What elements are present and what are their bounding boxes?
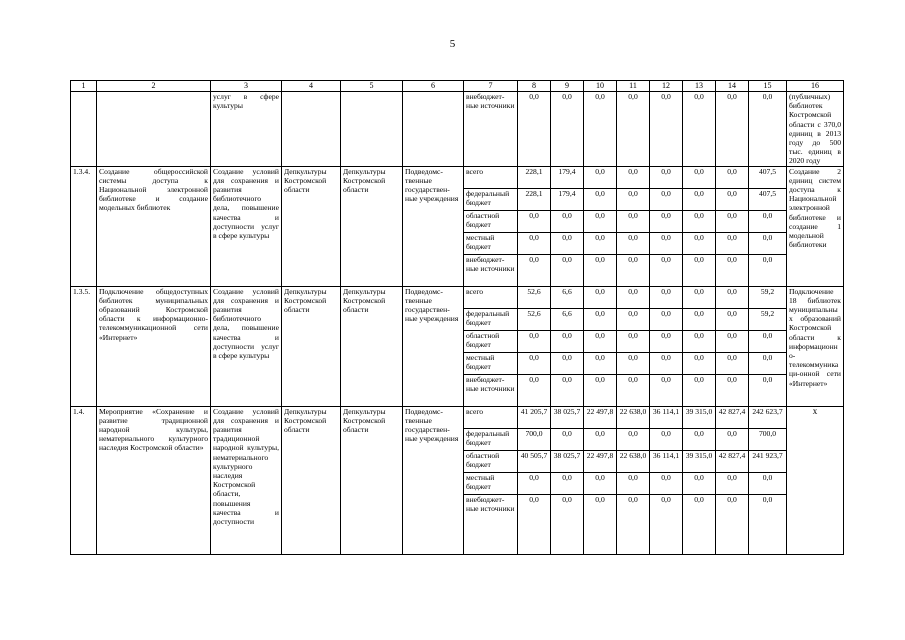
cell-value: 22 638,0 — [617, 450, 650, 472]
cell-value: 36 114,1 — [650, 406, 683, 428]
cell-source: внебюджет-ные источники — [464, 374, 518, 406]
column-number-cell: 15 — [749, 81, 787, 92]
cell-value: 0,0 — [518, 330, 551, 352]
cell-source: местный бюджет — [464, 232, 518, 254]
cell-result: Создание 2 единиц систем доступа к Национальной электронной библиотеке и создание 1 модельной библиотеки — [787, 166, 844, 286]
cell-value: 0,0 — [518, 92, 551, 167]
cell-value: 0,0 — [683, 352, 716, 374]
cell-executor: Депкультуры Костромской области — [282, 166, 341, 286]
column-number-cell: 16 — [787, 81, 844, 92]
cell-value: 36 114,1 — [650, 450, 683, 472]
table-row — [71, 286, 844, 308]
cell-value: 0,0 — [716, 428, 749, 450]
cell-value: 0,0 — [650, 472, 683, 494]
cell-value: 0,0 — [617, 472, 650, 494]
cell-value: 0,0 — [551, 330, 584, 352]
cell-value: 0,0 — [716, 494, 749, 554]
cell-goal: услуг в сфере культуры — [211, 92, 282, 167]
cell-value: 0,0 — [551, 254, 584, 286]
cell-value: 0,0 — [551, 374, 584, 406]
cell-value: 0,0 — [650, 92, 683, 167]
cell-value: 0,0 — [584, 374, 617, 406]
cell-value: 179,4 — [551, 188, 584, 210]
cell-value: 0,0 — [551, 210, 584, 232]
cell-value: 0,0 — [518, 352, 551, 374]
cell-source: федеральный бюджет — [464, 428, 518, 450]
cell-num: 1.4. — [71, 406, 97, 554]
cell-source: областной бюджет — [464, 450, 518, 472]
cell-value: 22 497,8 — [584, 450, 617, 472]
cell-value: 0,0 — [650, 374, 683, 406]
cell-value: 40 505,7 — [518, 450, 551, 472]
cell-value: 0,0 — [518, 472, 551, 494]
cell-recipient: Подведомс-твенные государствен-ные учреждения — [403, 406, 464, 554]
cell-value: 0,0 — [683, 374, 716, 406]
cell-source: местный бюджет — [464, 352, 518, 374]
cell-goal: Создание условий для сохранения и развития библиотечного дела, повышение качества и доступности услуг в сфере культуры — [211, 286, 282, 406]
cell-value: 0,0 — [617, 374, 650, 406]
cell-value: 0,0 — [584, 330, 617, 352]
cell-value: 0,0 — [650, 232, 683, 254]
cell-executor: Депкультуры Костромской области — [282, 406, 341, 554]
column-number-cell: 13 — [683, 81, 716, 92]
cell-value: 0,0 — [716, 92, 749, 167]
column-number-cell: 6 — [403, 81, 464, 92]
cell-executor: Депкультуры Костромской области — [282, 286, 341, 406]
cell-partner: Депкультуры Костромской области — [341, 406, 403, 554]
cell-result: (публичных) библиотек Костромской области с 370,0 единиц в 2013 году до 500 тыс. единиц в 2020 году — [787, 92, 844, 167]
cell-value: 6,6 — [551, 286, 584, 308]
cell-source: всего — [464, 166, 518, 188]
cell-value: 0,0 — [551, 92, 584, 167]
cell-value: 0,0 — [551, 428, 584, 450]
cell-value: 0,0 — [617, 92, 650, 167]
cell-value: 0,0 — [551, 494, 584, 554]
cell-source: внебюджет-ные источники — [464, 254, 518, 286]
cell-name — [97, 92, 211, 167]
cell-value: 0,0 — [584, 166, 617, 188]
column-number-cell: 1 — [71, 81, 97, 92]
cell-value: 407,5 — [749, 166, 787, 188]
cell-source: местный бюджет — [464, 472, 518, 494]
cell-value: 0,0 — [716, 374, 749, 406]
cell-value: 0,0 — [584, 188, 617, 210]
cell-value: 179,4 — [551, 166, 584, 188]
column-number-cell: 10 — [584, 81, 617, 92]
cell-value: 0,0 — [716, 254, 749, 286]
funding-table — [70, 80, 844, 555]
cell-value: 0,0 — [716, 166, 749, 188]
cell-value: 0,0 — [683, 472, 716, 494]
cell-value: 0,0 — [518, 374, 551, 406]
cell-num — [71, 92, 97, 167]
cell-value: 0,0 — [518, 232, 551, 254]
cell-value: 0,0 — [617, 330, 650, 352]
cell-value: 0,0 — [650, 188, 683, 210]
table-row — [71, 166, 844, 188]
cell-result: Подключение 18 библиотек муниципальных образований Костромской области к информационно-телекоммуникаци-онной сети «Интернет» — [787, 286, 844, 406]
cell-value: 0,0 — [650, 308, 683, 330]
cell-source: областной бюджет — [464, 330, 518, 352]
cell-value: 59,2 — [749, 308, 787, 330]
cell-value: 0,0 — [584, 428, 617, 450]
cell-value: 0,0 — [584, 472, 617, 494]
column-number-cell: 12 — [650, 81, 683, 92]
cell-value: 0,0 — [716, 330, 749, 352]
cell-value: 0,0 — [584, 210, 617, 232]
cell-value: 0,0 — [749, 352, 787, 374]
cell-value: 407,5 — [749, 188, 787, 210]
cell-source: внебюджет-ные источники — [464, 92, 518, 167]
cell-value: 0,0 — [617, 308, 650, 330]
cell-value: 0,0 — [683, 254, 716, 286]
cell-partner: Депкультуры Костромской области — [341, 286, 403, 406]
cell-num: 1.3.5. — [71, 286, 97, 406]
cell-source: всего — [464, 406, 518, 428]
cell-value: 0,0 — [749, 92, 787, 167]
cell-value: 0,0 — [650, 286, 683, 308]
cell-partner: Депкультуры Костромской области — [341, 166, 403, 286]
column-number-cell: 9 — [551, 81, 584, 92]
cell-value: 0,0 — [584, 352, 617, 374]
cell-source: всего — [464, 286, 518, 308]
column-number-cell: 4 — [282, 81, 341, 92]
cell-partner — [341, 92, 403, 167]
cell-value: 0,0 — [749, 494, 787, 554]
cell-value: 0,0 — [617, 352, 650, 374]
cell-value: 0,0 — [650, 428, 683, 450]
cell-value: 22 638,0 — [617, 406, 650, 428]
cell-value: 0,0 — [716, 286, 749, 308]
cell-value: 41 205,7 — [518, 406, 551, 428]
cell-value: 0,0 — [617, 232, 650, 254]
cell-value: 0,0 — [683, 428, 716, 450]
cell-value: 6,6 — [551, 308, 584, 330]
cell-recipient: Подведомс-твенные государствен-ные учреждения — [403, 166, 464, 286]
cell-value: 39 315,0 — [683, 406, 716, 428]
cell-value: 242 623,7 — [749, 406, 787, 428]
cell-value: 0,0 — [749, 374, 787, 406]
cell-name: Подключение общедоступных библиотек муниципальных образований Костромской области к информационно-телекоммуникационной сети «Интернет» — [97, 286, 211, 406]
cell-value: 0,0 — [584, 286, 617, 308]
cell-value: 0,0 — [584, 308, 617, 330]
cell-value: 0,0 — [683, 232, 716, 254]
cell-value: 0,0 — [749, 472, 787, 494]
cell-value: 42 827,4 — [716, 450, 749, 472]
cell-value: 39 315,0 — [683, 450, 716, 472]
cell-value: 0,0 — [683, 494, 716, 554]
cell-value: 59,2 — [749, 286, 787, 308]
cell-source: федеральный бюджет — [464, 308, 518, 330]
continuation-row — [71, 92, 844, 167]
column-number-cell: 8 — [518, 81, 551, 92]
cell-value: 0,0 — [650, 494, 683, 554]
cell-recipient — [403, 92, 464, 167]
cell-source: федеральный бюджет — [464, 188, 518, 210]
cell-result: х — [787, 406, 844, 554]
column-number-row — [71, 81, 844, 92]
cell-value: 228,1 — [518, 166, 551, 188]
cell-value: 0,0 — [617, 254, 650, 286]
cell-goal: Создание условий для сохранения и развития библиотечного дела, повышение качества и доступности услуг в сфере культуры — [211, 166, 282, 286]
cell-value: 0,0 — [551, 352, 584, 374]
cell-value: 0,0 — [617, 428, 650, 450]
cell-executor — [282, 92, 341, 167]
cell-value: 0,0 — [749, 330, 787, 352]
cell-value: 0,0 — [584, 232, 617, 254]
cell-value: 0,0 — [617, 286, 650, 308]
cell-value: 0,0 — [650, 352, 683, 374]
cell-value: 0,0 — [551, 472, 584, 494]
column-number-cell: 3 — [211, 81, 282, 92]
cell-value: 0,0 — [683, 210, 716, 232]
cell-value: 700,0 — [749, 428, 787, 450]
cell-value: 0,0 — [683, 308, 716, 330]
cell-source: внебюджет-ные источники — [464, 494, 518, 554]
cell-goal: Создание условий для сохранения и развития традиционной народной культуры, нематериального культурного наследия Костромской области, повышения качества и доступности — [211, 406, 282, 554]
cell-value: 0,0 — [617, 166, 650, 188]
column-number-cell: 11 — [617, 81, 650, 92]
cell-value: 0,0 — [650, 210, 683, 232]
cell-value: 0,0 — [650, 254, 683, 286]
cell-value: 38 025,7 — [551, 406, 584, 428]
cell-name: Мероприятие «Сохранение и развитие традиционной народной культуры, нематериального культурного наследия Костромской области» — [97, 406, 211, 554]
cell-recipient: Подведомс-твенные государствен-ные учреждения — [403, 286, 464, 406]
cell-num: 1.3.4. — [71, 166, 97, 286]
cell-value: 0,0 — [683, 286, 716, 308]
cell-value: 0,0 — [716, 472, 749, 494]
cell-value: 700,0 — [518, 428, 551, 450]
cell-value: 0,0 — [683, 166, 716, 188]
column-number-cell: 5 — [341, 81, 403, 92]
cell-value: 0,0 — [518, 254, 551, 286]
cell-value: 0,0 — [617, 188, 650, 210]
cell-value: 0,0 — [551, 232, 584, 254]
cell-value: 0,0 — [683, 330, 716, 352]
cell-value: 0,0 — [683, 92, 716, 167]
cell-value: 0,0 — [617, 210, 650, 232]
cell-value: 0,0 — [518, 210, 551, 232]
cell-value: 0,0 — [716, 308, 749, 330]
cell-value: 228,1 — [518, 188, 551, 210]
cell-value: 38 025,7 — [551, 450, 584, 472]
cell-value: 0,0 — [617, 494, 650, 554]
cell-value: 0,0 — [716, 232, 749, 254]
cell-value: 0,0 — [584, 254, 617, 286]
cell-value: 0,0 — [584, 494, 617, 554]
cell-value: 0,0 — [749, 210, 787, 232]
cell-value: 52,6 — [518, 308, 551, 330]
cell-value: 0,0 — [518, 494, 551, 554]
cell-value: 241 923,7 — [749, 450, 787, 472]
cell-source: областной бюджет — [464, 210, 518, 232]
page-number: 5 — [449, 38, 456, 50]
column-number-cell: 14 — [716, 81, 749, 92]
cell-value: 0,0 — [749, 232, 787, 254]
cell-value: 0,0 — [650, 166, 683, 188]
cell-value: 0,0 — [749, 254, 787, 286]
cell-value: 42 827,4 — [716, 406, 749, 428]
cell-value: 0,0 — [650, 330, 683, 352]
column-number-cell: 2 — [97, 81, 211, 92]
cell-value: 0,0 — [683, 188, 716, 210]
cell-value: 0,0 — [716, 210, 749, 232]
cell-value: 0,0 — [584, 92, 617, 167]
cell-value: 22 497,8 — [584, 406, 617, 428]
cell-value: 0,0 — [716, 352, 749, 374]
column-number-cell: 7 — [464, 81, 518, 92]
table-row — [71, 406, 844, 428]
cell-value: 52,6 — [518, 286, 551, 308]
cell-value: 0,0 — [716, 188, 749, 210]
cell-name: Создание общероссийской системы доступа к Национальной электронной библиотеке и создание модельных библиотек — [97, 166, 211, 286]
